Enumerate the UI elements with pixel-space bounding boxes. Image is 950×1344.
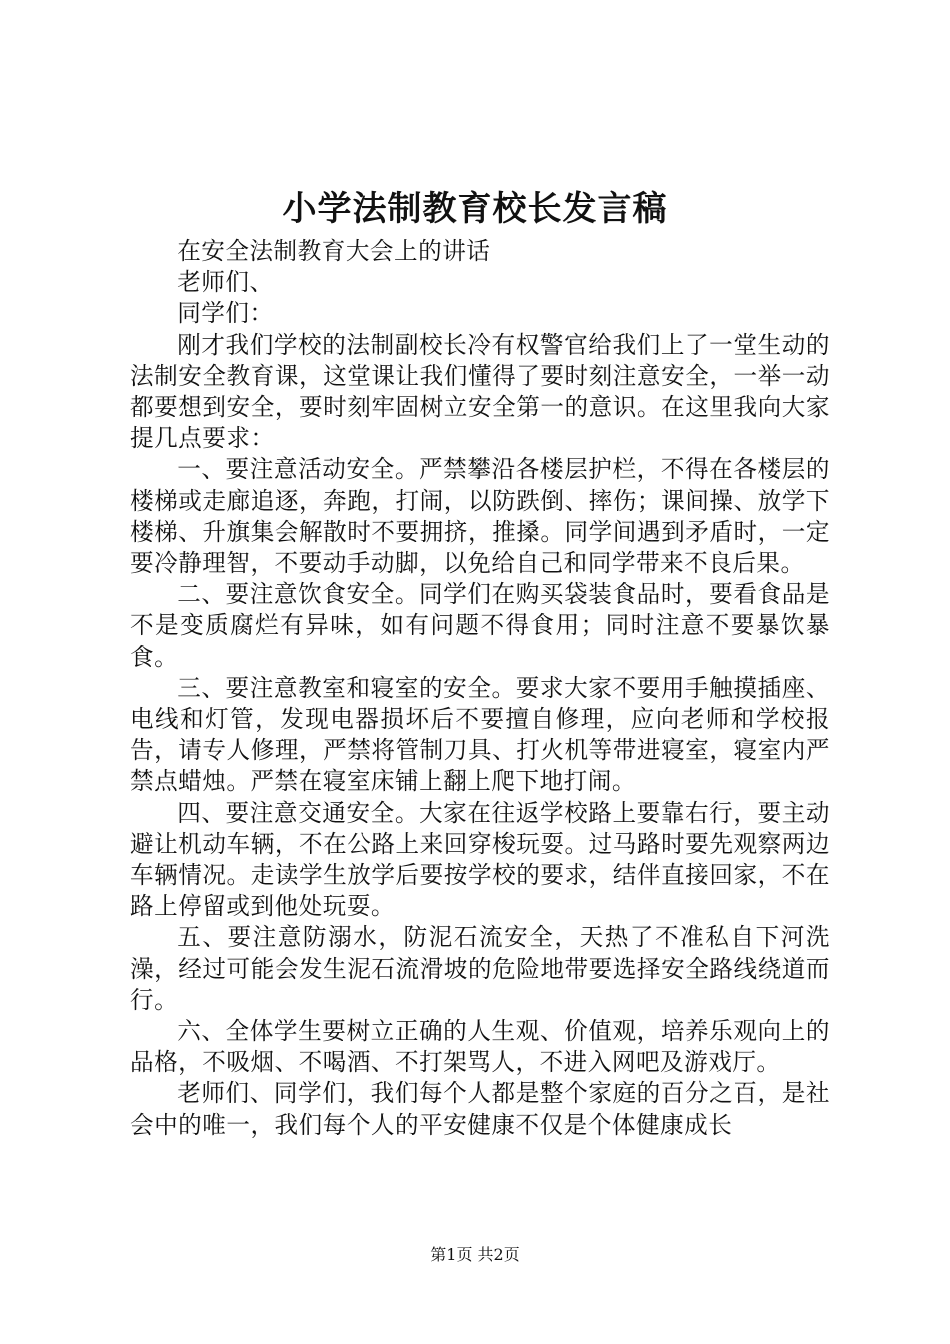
paragraph-subtitle: 在安全法制教育大会上的讲话 xyxy=(177,237,491,265)
paragraph-item-5: 五、要注意防溺水，防泥石流安全，天热了不准私自下河洗澡，经过可能会发生泥石流滑坡的危险地带要选择安全路线绕道而行。 xyxy=(130,923,830,1014)
paragraph-item-6: 六、全体学生要树立正确的人生观、价值观，培养乐观向上的品格，不吸烟、不喝酒、不打架骂人，不进入网吧及游戏厅。 xyxy=(130,1017,830,1077)
paragraph-item-1: 一、要注意活动安全。严禁攀沿各楼层护栏，不得在各楼层的楼梯或走廊追逐，奔跑，打闹，以防跌倒、摔伤；课间操、放学下楼梯、升旗集会解散时不要拥挤，推搡。同学间遇到矛盾时，一定要冷静理智，不要动手动脚，以免给自己和同学带来不良后果。 xyxy=(130,455,830,578)
document-title: 小学法制教育校长发言稿 xyxy=(282,189,668,229)
document-body xyxy=(130,236,830,1141)
page-footer: 第1页 共2页 xyxy=(430,1245,520,1264)
paragraph-salutation-students: 同学们： xyxy=(177,299,274,328)
paragraph-intro: 刚才我们学校的法制副校长冷有权警官给我们上了一堂生动的法制安全教育课，这堂课让我们懂得了要时刻注意安全，一举一动都要想到安全，要时刻牢固树立安全第一的意识。在这里我向大家提几点要求： xyxy=(130,330,830,453)
paragraph-salutation-teachers: 老师们、 xyxy=(177,268,274,297)
paragraph-item-4: 四、要注意交通安全。大家在往返学校路上要靠右行，要主动避让机动车辆，不在公路上来回穿梭玩耍。过马路时要先观察两边车辆情况。走读学生放学后要按学校的要求，结伴直接回家，不在路上停留或到他处玩耍。 xyxy=(130,798,830,921)
paragraph-closing: 老师们、同学们，我们每个人都是整个家庭的百分之百，是社会中的唯一，我们每个人的平安健康不仅是个体健康成长 xyxy=(130,1079,830,1139)
paragraph-item-3: 三、要注意教室和寝室的安全。要求大家不要用手触摸插座、电线和灯管，发现电器损坏后不要擅自修理，应向老师和学校报告，请专人修理，严禁将管制刀具、打火机等带进寝室，寝室内严禁点蜡烛。严禁在寝室床铺上翻上爬下地打闹。 xyxy=(130,673,830,796)
paragraph-item-2: 二、要注意饮食安全。同学们在购买袋装食品时，要看食品是不是变质腐烂有异味，如有问题不得食用；同时注意不要暴饮暴食。 xyxy=(130,580,830,671)
